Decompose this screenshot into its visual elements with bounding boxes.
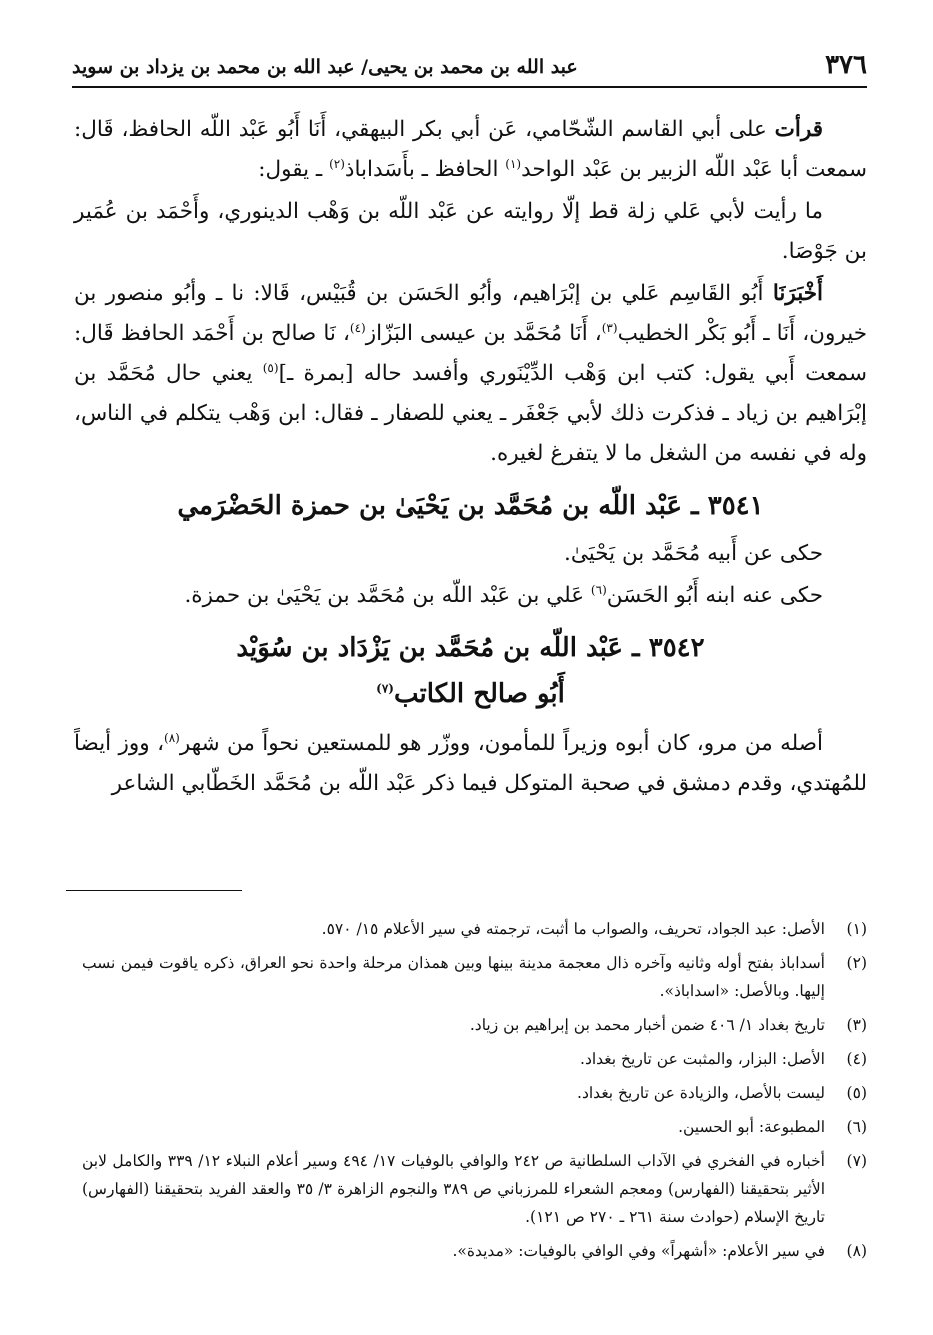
footnote-text: تاريخ بغداد ١/ ٤٠٦ ضمن أخبار محمد بن إبراهيم بن زياد. <box>469 1016 825 1034</box>
footnote-text: ليست بالأصل، والزيادة عن تاريخ بغداد. <box>577 1084 825 1102</box>
paragraph-text: يعني حال مُحَمَّد بن إبْرَاهيم بن زياد ـ فذكرت ذلك لأبي جَعْفَر ـ يعني للصفار ـ فقال: ابن وَهْب يتكلم في الناس، وله في نفسه من الشغل ما لا يتفرغ لغيره. <box>74 361 867 466</box>
footnote-number: (٧) <box>846 1152 867 1170</box>
footnote <box>82 1237 867 1265</box>
paragraph-text: الحافظ ـ بأَسَداباذ <box>344 157 506 182</box>
entry-line <box>74 576 867 616</box>
footnote-ref[interactable]: (٤) <box>349 320 366 335</box>
paragraph <box>74 274 867 474</box>
paragraph-text: ـ يقول: <box>258 157 330 182</box>
paragraph-text: ، نَا صالح بن أَحْمَد الحافظ قَال: سمعت أَبي يقول: كتب ابن وَهْب الدِّيْنَوري وأفسد حاله [بمرة ـ] <box>74 321 868 386</box>
footnote-text: في سير الأعلام: «أشهراً» وفي الوافي بالوفيات: «مديدة». <box>452 1242 825 1260</box>
footnote-number: (٦) <box>846 1118 867 1136</box>
footnote-ref[interactable]: (٣) <box>601 320 618 335</box>
footnote-text: المطبوعة: أبو الحسين. <box>678 1118 825 1136</box>
footnote-number: (٥) <box>846 1084 867 1102</box>
paragraph-text: ما رأيت لأبي عَلي زلة قط إلّا روايته عن عَبْد اللّه بن وَهْب الدينوري، وأَحْمَد بن عُمَير بن جَوْصَا. <box>74 199 867 264</box>
footnote-ref[interactable]: (٢) <box>329 156 345 171</box>
paragraph-lead: أَخْبَرَنَا <box>772 281 823 306</box>
footnote-ref[interactable]: (٦) <box>590 582 607 597</box>
paragraph-text: أصله من مرو، كان أبوه وزيراً للمأمون، ووزّر هو للمستعين نحواً من شهر <box>179 731 823 756</box>
footnote <box>82 1113 867 1141</box>
footnote-number: (٨) <box>846 1242 867 1260</box>
footnote-number: (٢) <box>846 954 867 972</box>
footnote-text: الأصل: البزار، والمثبت عن تاريخ بغداد. <box>580 1050 825 1068</box>
paragraph <box>74 192 867 272</box>
paragraph-text: ، أَنَا مُحَمَّد بن عيسى البَزّاز <box>365 321 602 346</box>
paragraph-text: أَبُو القَاسِم عَلي بن إبْرَاهيم، وأبُو الحَسَن بن قُبَيْس، قَالا: نا ـ وأبُو منصور بن خيرون، أَنَا ـ أَبُو بَكْر الخطيب <box>74 281 867 346</box>
footnotes <box>82 915 867 1271</box>
paragraph <box>74 110 867 190</box>
footnote-number: (١) <box>846 920 867 938</box>
footnote <box>82 915 867 943</box>
footnote-ref[interactable]: (٥) <box>262 360 279 375</box>
entry-text: حكى عن أَبيه مُحَمَّد بن يَحْيَىٰ. <box>564 541 823 566</box>
footnote-separator <box>66 890 242 891</box>
subheading-text: أَبُو صالح الكاتب <box>393 679 565 709</box>
footnote-text: الأصل: عبد الجواد، تحريف، والصواب ما أثبت، ترجمته في سير الأعلام ١٥/ ٥٧٠. <box>321 920 825 938</box>
footnote-ref[interactable]: (٧) <box>376 681 394 696</box>
page-number: ٣٧٦ <box>825 50 867 80</box>
entry-subheading <box>74 672 867 716</box>
paragraph <box>74 724 867 804</box>
footnote <box>82 1079 867 1107</box>
page-header <box>72 40 867 88</box>
footnote <box>82 1147 867 1231</box>
footnote-text: أسداباذ بفتح أوله وثانيه وآخره ذال معجمة مدينة بينها وبين همذان مرحلة واحدة نحو العراق، ذكره ياقوت فيمن نسب إليها. وبالأصل: «اسداباذ». <box>82 954 825 1000</box>
entry-heading-3542: ٣٥٤٢ ـ عَبْد اللّه بن مُحَمَّد بن يَزْدَاد بن سُوَيْد <box>236 633 705 663</box>
footnote-ref[interactable]: (١) <box>505 156 522 171</box>
footnote <box>82 949 867 1005</box>
paragraph-text: على أبي القاسم الشّحّامي، عَن أبي بكر البيهقي، أَنَا أَبُو عَبْد اللّه الحافظ، قَال: سمعت أبا عَبْد اللّه الزبير بن عَبْد الواحد <box>74 117 867 182</box>
running-title: عبد الله بن محمد بن يحيى/ عبد الله بن محمد بن يزداد بن سويد <box>72 56 578 78</box>
entry-line <box>74 534 867 574</box>
entry-text: حكى عنه ابنه أَبُو الحَسَن <box>606 583 823 608</box>
footnote <box>82 1045 867 1073</box>
paragraph-lead: قرأت <box>774 117 823 142</box>
footnote-ref[interactable]: (٨) <box>164 730 180 745</box>
footnote-text: أخباره في الفخري في الآداب السلطانية ص ٢٤٢ والوافي بالوفيات ١٧/ ٤٩٤ وسير أعلام النبلاء ١٢/ ٣٣٩ والكامل لابن الأثير بتحقيقنا (الفهارس) ومعجم الشعراء للمرزباني ص ٣٨٩ والنجوم الزاهرة ٣/ ٣٥ والعقد الفريد بتحقيقنا (الفهارس) تاريخ الإسلام (حوادث سنة ٢٦١ ـ ٢٧٠ ص ١٢١). <box>82 1152 826 1226</box>
paragraph-text: ، ووز أيضاً للمُهتدي، وقدم دمشق في صحبة المتوكل فيما ذكر عَبْد اللّه بن مُحَمَّد الخَطّابي الشاعر <box>74 731 867 796</box>
footnote-number: (٤) <box>846 1050 867 1068</box>
footnote <box>82 1011 867 1039</box>
footnote-number: (٣) <box>846 1016 867 1034</box>
entry-heading-3541: ٣٥٤١ ـ عَبْد اللّه بن مُحَمَّد بن يَحْيَىٰ بن حمزة الحَضْرَمي <box>177 491 764 521</box>
main-text <box>74 110 867 804</box>
entry-text: عَلي بن عَبْد اللّه بن مُحَمَّد بن يَحْيَىٰ بن حمزة. <box>184 583 591 608</box>
